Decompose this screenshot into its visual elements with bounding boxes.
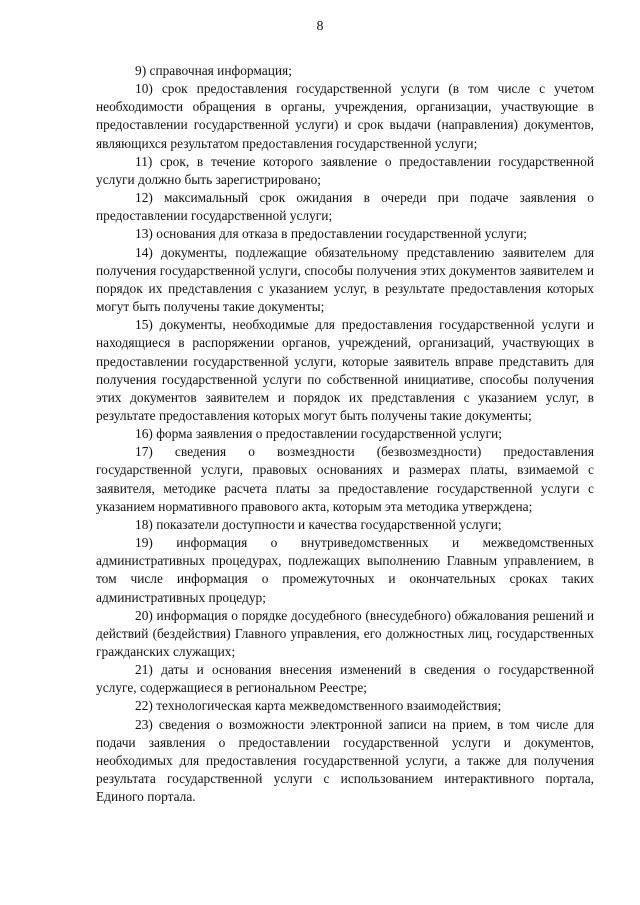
list-item-12: 12) максимальный срок ожидания в очереди при подаче заявления о предоставлении государственной услуги;	[96, 190, 594, 224]
list-item-17: 17) сведения о возмездности (безвозмездности) предоставления государственной услуги, правовых основаниях и размерах платы, взимаемой с заявителя, методике расчета платы за предоставление государственной услуги с указанием нормативного правового акта, которым эта методика утверждена;	[96, 444, 594, 514]
list-item-15: 15) документы, необходимые для предоставления государственной услуги и находящиеся в распоряжении органов, учреждений, организаций, участвующих в предоставлении государственной услуги, которые заявитель вправе представить для получения государственной услуги по собственной инициативе, способы получения этих документов заявителем и порядок их представления с указанием услуг, в результате предоставления которых могут быть получены такие документы;	[96, 317, 594, 423]
list-item-9: 9) справочная информация;	[135, 63, 292, 78]
list-item-11: 11) срок, в течение которого заявление о предоставлении государственной услуги должно быть зарегистрировано;	[96, 153, 594, 187]
list-item-20: 20) информация о порядке досудебного (внесудебного) обжалования решений и действий (бездействия) Главного управления, его должностных лиц, государственных гражданских служащих;	[96, 607, 594, 659]
list-item-23: 23) сведения о возможности электронной записи на прием, в том числе для подачи заявления о предоставлении государственной услуги и документов, необходимых для предоставления государственной услуги, а также для получения результата государственной услуги с использованием интерактивного портала, Единого портала.	[96, 716, 594, 805]
list-item-18: 18) показатели доступности и качества государственной услуги;	[135, 516, 502, 532]
list-item-10: 10) срок предоставления государственной услуги (в том числе с учетом необходимости обращения в органы, учреждения, организации, участвующие в предоставлении государственной услуги) и срок выдачи (направления) документов, являющихся результатом предоставления государственной услуги;	[96, 81, 594, 151]
list-item-16: 16) форма заявления о предоставлении государственной услуги;	[135, 426, 502, 442]
list-item-19: 19) информация о внутриведомственных и межведомственных административных процедурах, подлежащих выполнению Главным управлением, в том числе информация о промежуточных и окончательных сроках таких административных процедур;	[96, 535, 594, 605]
list-item-13: 13) основания для отказа в предоставлении государственной услуги;	[135, 226, 527, 242]
list-item-22: 22) технологическая карта межведомственного взаимодействия;	[135, 698, 502, 714]
list-item-21: 21) даты и основания внесения изменений в сведения о государственной услуге, содержащиеся в региональном Реестре;	[96, 662, 594, 696]
list-item-14: 14) документы, подлежащие обязательному представлению заявителем для получения государственной услуги, способы получения этих документов заявителем и порядок их представления с указанием услуг, в результате предоставления которых могут быть получены такие документы;	[96, 244, 594, 315]
document-body	[96, 62, 594, 806]
page-number: 8	[316, 19, 324, 34]
